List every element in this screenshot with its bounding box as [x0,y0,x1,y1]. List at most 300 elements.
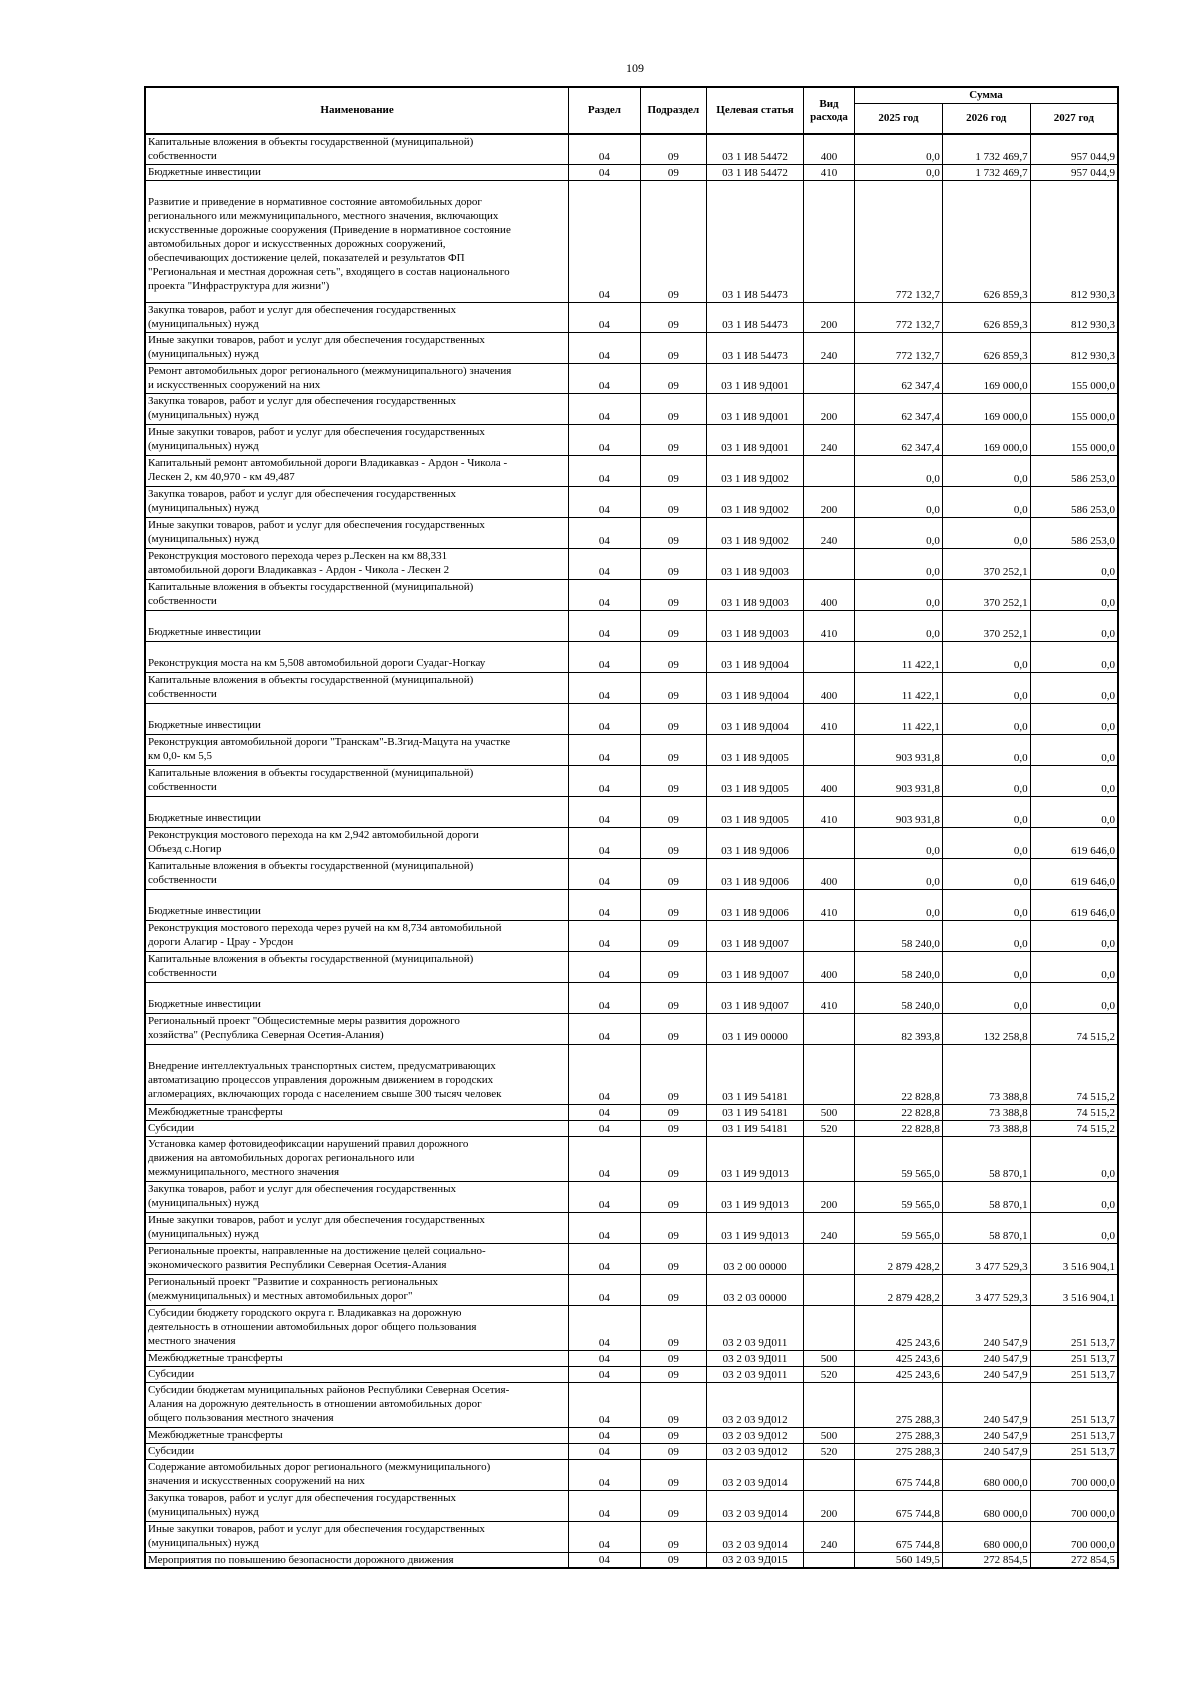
row-target-article: 03 1 И8 9Д005 [707,765,804,796]
row-sum-2025: 772 132,7 [855,332,943,363]
row-sum-2025: 675 744,8 [855,1490,943,1521]
row-sum-2025: 675 744,8 [855,1459,943,1490]
row-subsection: 09 [640,164,706,180]
table-row [145,455,1118,486]
row-section: 04 [569,827,640,858]
row-section: 04 [569,1212,640,1243]
row-sum-2027: 0,0 [1030,548,1118,579]
row-sum-2027: 619 646,0 [1030,889,1118,920]
row-sum-2027: 74 515,2 [1030,1013,1118,1044]
row-expense-type: 240 [803,1521,854,1552]
row-sum-2027: 957 044,9 [1030,134,1118,164]
row-sum-2025: 62 347,4 [855,424,943,455]
row-sum-2025: 2 879 428,2 [855,1274,943,1305]
row-sum-2025: 0,0 [855,134,943,164]
row-sum-2025: 772 132,7 [855,180,943,302]
row-expense-type: 400 [803,579,854,610]
table-row [145,1366,1118,1382]
header-year-2025: 2025 год [855,104,943,135]
row-sum-2026: 272 854,5 [942,1552,1030,1568]
row-expense-type [803,1013,854,1044]
row-subsection: 09 [640,1274,706,1305]
row-sum-2027: 586 253,0 [1030,517,1118,548]
row-subsection: 09 [640,672,706,703]
table-row [145,1552,1118,1568]
table-row [145,672,1118,703]
row-sum-2025: 11 422,1 [855,641,943,672]
row-subsection: 09 [640,1013,706,1044]
row-sum-2025: 0,0 [855,858,943,889]
row-subsection: 09 [640,734,706,765]
row-sum-2026: 0,0 [942,889,1030,920]
row-name: Закупка товаров, работ и услуг для обеспечения государственных (муниципальных) нужд [145,1490,569,1521]
row-target-article: 03 1 И8 54473 [707,180,804,302]
table-row [145,579,1118,610]
row-expense-type: 200 [803,486,854,517]
table-row [145,703,1118,734]
row-sum-2027: 251 513,7 [1030,1350,1118,1366]
row-expense-type [803,363,854,393]
header-sum: Сумма [855,87,1118,104]
row-expense-type: 410 [803,796,854,827]
row-section: 04 [569,1382,640,1427]
header-subsection: Подраздел [640,87,706,134]
row-subsection: 09 [640,889,706,920]
row-expense-type: 500 [803,1350,854,1366]
row-target-article: 03 1 И8 9Д007 [707,951,804,982]
row-sum-2027: 586 253,0 [1030,455,1118,486]
row-name: Субсидии бюджетам муниципальных районов Республики Северная Осетия- Алания на дорожную деятельность в отношении автомобильных дорог общего пользования местного значения [145,1382,569,1427]
row-subsection: 09 [640,486,706,517]
row-sum-2026: 0,0 [942,982,1030,1013]
row-sum-2027: 700 000,0 [1030,1490,1118,1521]
row-name: Ремонт автомобильных дорог регионального (межмуниципального) значения и искусственных сооружений на них [145,363,569,393]
row-sum-2026: 370 252,1 [942,579,1030,610]
row-section: 04 [569,134,640,164]
row-name: Иные закупки товаров, работ и услуг для обеспечения государственных (муниципальных) нужд [145,1521,569,1552]
row-target-article: 03 1 И8 9Д007 [707,982,804,1013]
row-sum-2026: 169 000,0 [942,424,1030,455]
table-row [145,1459,1118,1490]
row-section: 04 [569,1521,640,1552]
row-name: Капитальные вложения в объекты государственной (муниципальной) собственности [145,579,569,610]
row-target-article: 03 2 00 00000 [707,1243,804,1274]
row-section: 04 [569,486,640,517]
row-subsection: 09 [640,982,706,1013]
row-sum-2025: 58 240,0 [855,982,943,1013]
row-sum-2026: 680 000,0 [942,1490,1030,1521]
row-name: Субсидии [145,1443,569,1459]
table-row [145,1181,1118,1212]
row-sum-2026: 0,0 [942,734,1030,765]
row-section: 04 [569,393,640,424]
row-section: 04 [569,455,640,486]
row-sum-2025: 11 422,1 [855,703,943,734]
header-year-2027: 2027 год [1030,104,1118,135]
row-sum-2026: 132 258,8 [942,1013,1030,1044]
row-sum-2027: 251 513,7 [1030,1427,1118,1443]
row-sum-2027: 251 513,7 [1030,1443,1118,1459]
table-row [145,302,1118,332]
row-section: 04 [569,579,640,610]
table-row [145,424,1118,455]
row-expense-type [803,1552,854,1568]
row-section: 04 [569,1459,640,1490]
row-subsection: 09 [640,765,706,796]
row-expense-type [803,827,854,858]
row-sum-2027: 74 515,2 [1030,1044,1118,1104]
row-target-article: 03 2 03 9Д012 [707,1427,804,1443]
row-sum-2025: 59 565,0 [855,1136,943,1181]
row-expense-type: 410 [803,889,854,920]
row-sum-2026: 0,0 [942,796,1030,827]
row-sum-2026: 240 547,9 [942,1443,1030,1459]
row-sum-2026: 0,0 [942,858,1030,889]
row-sum-2027: 812 930,3 [1030,332,1118,363]
row-sum-2026: 73 388,8 [942,1044,1030,1104]
row-expense-type: 240 [803,332,854,363]
row-expense-type: 200 [803,1181,854,1212]
table-row [145,610,1118,641]
row-sum-2025: 275 288,3 [855,1443,943,1459]
row-sum-2026: 240 547,9 [942,1305,1030,1350]
row-name: Реконструкция автомобильной дороги "Транскам"-В.Згид-Мацута на участке км 0,0- км 5,5 [145,734,569,765]
row-target-article: 03 1 И9 54181 [707,1104,804,1120]
row-name: Капитальные вложения в объекты государственной (муниципальной) собственности [145,134,569,164]
row-section: 04 [569,517,640,548]
table-header [145,87,1118,134]
row-expense-type: 520 [803,1366,854,1382]
budget-table [144,86,1119,1569]
table-row [145,1013,1118,1044]
row-sum-2025: 903 931,8 [855,734,943,765]
row-sum-2027: 0,0 [1030,1181,1118,1212]
row-subsection: 09 [640,517,706,548]
row-sum-2027: 0,0 [1030,982,1118,1013]
row-section: 04 [569,1274,640,1305]
row-target-article: 03 1 И9 9Д013 [707,1136,804,1181]
row-target-article: 03 2 03 9Д014 [707,1459,804,1490]
row-target-article: 03 1 И8 9Д004 [707,672,804,703]
row-sum-2027: 0,0 [1030,641,1118,672]
row-expense-type: 520 [803,1443,854,1459]
row-sum-2027: 0,0 [1030,920,1118,951]
row-section: 04 [569,672,640,703]
row-name: Капитальные вложения в объекты государственной (муниципальной) собственности [145,858,569,889]
row-name: Реконструкция моста на км 5,508 автомобильной дороги Суадаг-Ногкау [145,641,569,672]
row-subsection: 09 [640,641,706,672]
row-sum-2027: 812 930,3 [1030,302,1118,332]
row-target-article: 03 1 И9 9Д013 [707,1212,804,1243]
row-subsection: 09 [640,1044,706,1104]
row-subsection: 09 [640,703,706,734]
row-sum-2027: 0,0 [1030,765,1118,796]
row-section: 04 [569,1427,640,1443]
row-expense-type [803,1305,854,1350]
table-row [145,641,1118,672]
row-name: Капитальный ремонт автомобильной дороги Владикавказ - Ардон - Чикола - Лескен 2, км 40,970 - км 49,487 [145,455,569,486]
row-name: Содержание автомобильных дорог регионального (межмуниципального) значения и искусственных сооружений на них [145,1459,569,1490]
row-subsection: 09 [640,1521,706,1552]
row-sum-2025: 0,0 [855,827,943,858]
row-sum-2026: 680 000,0 [942,1459,1030,1490]
row-sum-2025: 2 879 428,2 [855,1243,943,1274]
row-target-article: 03 1 И8 9Д005 [707,796,804,827]
row-name: Субсидии [145,1366,569,1382]
row-section: 04 [569,363,640,393]
row-expense-type: 500 [803,1427,854,1443]
row-expense-type [803,1136,854,1181]
row-subsection: 09 [640,548,706,579]
row-name: Капитальные вложения в объекты государственной (муниципальной) собственности [145,672,569,703]
table-row [145,951,1118,982]
row-sum-2026: 370 252,1 [942,548,1030,579]
row-section: 04 [569,765,640,796]
table-row [145,796,1118,827]
row-section: 04 [569,1305,640,1350]
row-expense-type [803,641,854,672]
row-subsection: 09 [640,858,706,889]
row-section: 04 [569,1243,640,1274]
row-expense-type [803,548,854,579]
row-sum-2025: 58 240,0 [855,920,943,951]
row-subsection: 09 [640,1212,706,1243]
row-sum-2025: 0,0 [855,548,943,579]
row-name: Иные закупки товаров, работ и услуг для обеспечения государственных (муниципальных) нужд [145,424,569,455]
row-target-article: 03 1 И8 54472 [707,164,804,180]
row-sum-2027: 0,0 [1030,1212,1118,1243]
row-expense-type [803,1044,854,1104]
row-target-article: 03 2 03 9Д011 [707,1305,804,1350]
row-target-article: 03 2 03 9Д011 [707,1350,804,1366]
row-target-article: 03 1 И9 00000 [707,1013,804,1044]
row-expense-type [803,734,854,765]
row-expense-type: 240 [803,1212,854,1243]
row-target-article: 03 2 03 00000 [707,1274,804,1305]
row-subsection: 09 [640,424,706,455]
row-sum-2025: 0,0 [855,164,943,180]
row-subsection: 09 [640,1490,706,1521]
row-sum-2027: 155 000,0 [1030,363,1118,393]
row-name: Иные закупки товаров, работ и услуг для обеспечения государственных (муниципальных) нужд [145,517,569,548]
row-target-article: 03 1 И8 9Д003 [707,579,804,610]
row-target-article: 03 2 03 9Д015 [707,1552,804,1568]
row-section: 04 [569,889,640,920]
row-section: 04 [569,1136,640,1181]
row-sum-2027: 0,0 [1030,610,1118,641]
row-section: 04 [569,1013,640,1044]
row-expense-type: 410 [803,703,854,734]
row-sum-2026: 0,0 [942,920,1030,951]
row-section: 04 [569,1044,640,1104]
row-sum-2025: 58 240,0 [855,951,943,982]
row-sum-2026: 0,0 [942,641,1030,672]
row-target-article: 03 1 И8 54472 [707,134,804,164]
row-target-article: 03 1 И8 54473 [707,302,804,332]
table-row [145,393,1118,424]
row-expense-type: 240 [803,424,854,455]
row-target-article: 03 1 И8 54473 [707,332,804,363]
row-sum-2025: 772 132,7 [855,302,943,332]
row-subsection: 09 [640,363,706,393]
table-row [145,1305,1118,1350]
row-section: 04 [569,610,640,641]
table-row [145,1243,1118,1274]
row-sum-2027: 619 646,0 [1030,858,1118,889]
table-row [145,332,1118,363]
row-subsection: 09 [640,332,706,363]
table-row [145,1136,1118,1181]
row-section: 04 [569,796,640,827]
row-expense-type: 240 [803,517,854,548]
row-sum-2027: 0,0 [1030,796,1118,827]
row-subsection: 09 [640,1305,706,1350]
row-name: Бюджетные инвестиции [145,703,569,734]
row-sum-2027: 155 000,0 [1030,393,1118,424]
row-expense-type: 200 [803,393,854,424]
table-row [145,889,1118,920]
header-name: Наименование [145,87,569,134]
row-subsection: 09 [640,393,706,424]
row-sum-2026: 0,0 [942,703,1030,734]
table-row [145,920,1118,951]
row-section: 04 [569,1552,640,1568]
row-expense-type: 400 [803,765,854,796]
table-row [145,1120,1118,1136]
row-subsection: 09 [640,1427,706,1443]
row-sum-2026: 0,0 [942,517,1030,548]
row-expense-type: 400 [803,672,854,703]
row-expense-type: 400 [803,951,854,982]
row-section: 04 [569,920,640,951]
row-target-article: 03 1 И8 9Д001 [707,424,804,455]
row-target-article: 03 2 03 9Д012 [707,1382,804,1427]
row-name: Иные закупки товаров, работ и услуг для обеспечения государственных (муниципальных) нужд [145,1212,569,1243]
row-sum-2026: 3 477 529,3 [942,1243,1030,1274]
row-subsection: 09 [640,302,706,332]
row-sum-2026: 626 859,3 [942,302,1030,332]
row-sum-2026: 680 000,0 [942,1521,1030,1552]
row-expense-type [803,920,854,951]
row-subsection: 09 [640,1552,706,1568]
row-sum-2025: 425 243,6 [855,1350,943,1366]
row-name: Внедрение интеллектуальных транспортных систем, предусматривающих автоматизацию процессов управления дорожным движением в городских агломерациях, включающих города с населением свыше 300 тысяч человек [145,1044,569,1104]
table-row [145,164,1118,180]
row-subsection: 09 [640,1350,706,1366]
table-row [145,858,1118,889]
row-expense-type [803,1459,854,1490]
row-name: Бюджетные инвестиции [145,610,569,641]
row-name: Бюджетные инвестиции [145,982,569,1013]
table-row [145,1350,1118,1366]
page-number: 109 [626,61,644,75]
row-target-article: 03 1 И9 54181 [707,1120,804,1136]
table-row [145,1274,1118,1305]
header-section: Раздел [569,87,640,134]
row-name: Закупка товаров, работ и услуг для обеспечения государственных (муниципальных) нужд [145,1181,569,1212]
table-body [145,134,1118,1568]
row-target-article: 03 1 И8 9Д003 [707,610,804,641]
row-sum-2025: 903 931,8 [855,765,943,796]
row-target-article: 03 1 И9 54181 [707,1044,804,1104]
row-section: 04 [569,164,640,180]
row-name: Бюджетные инвестиции [145,796,569,827]
row-sum-2026: 0,0 [942,486,1030,517]
table-row [145,517,1118,548]
row-section: 04 [569,302,640,332]
row-sum-2026: 240 547,9 [942,1366,1030,1382]
row-expense-type: 200 [803,302,854,332]
row-sum-2027: 619 646,0 [1030,827,1118,858]
row-section: 04 [569,180,640,302]
row-sum-2025: 62 347,4 [855,363,943,393]
row-sum-2027: 0,0 [1030,951,1118,982]
row-section: 04 [569,1350,640,1366]
row-expense-type [803,180,854,302]
row-name: Межбюджетные трансферты [145,1350,569,1366]
row-subsection: 09 [640,1382,706,1427]
row-target-article: 03 1 И9 9Д013 [707,1181,804,1212]
row-sum-2027: 251 513,7 [1030,1366,1118,1382]
row-sum-2026: 626 859,3 [942,332,1030,363]
row-name: Установка камер фотовидеофиксации нарушений правил дорожного движения на автомобильных дорогах регионального или межмуниципального, местного значения [145,1136,569,1181]
row-sum-2026: 73 388,8 [942,1104,1030,1120]
row-subsection: 09 [640,920,706,951]
row-target-article: 03 1 И8 9Д002 [707,517,804,548]
row-sum-2027: 272 854,5 [1030,1552,1118,1568]
row-sum-2025: 0,0 [855,455,943,486]
row-subsection: 09 [640,796,706,827]
row-name: Бюджетные инвестиции [145,164,569,180]
row-name: Субсидии бюджету городского округа г. Владикавказ на дорожную деятельность в отношении автомобильных дорог общего пользования местного значения [145,1305,569,1350]
row-sum-2026: 169 000,0 [942,393,1030,424]
row-sum-2025: 0,0 [855,610,943,641]
row-sum-2027: 155 000,0 [1030,424,1118,455]
row-subsection: 09 [640,610,706,641]
row-sum-2025: 675 744,8 [855,1521,943,1552]
row-sum-2026: 0,0 [942,455,1030,486]
row-expense-type: 500 [803,1104,854,1120]
row-target-article: 03 2 03 9Д012 [707,1443,804,1459]
row-target-article: 03 1 И8 9Д001 [707,393,804,424]
table-row [145,827,1118,858]
table-row [145,734,1118,765]
row-sum-2025: 62 347,4 [855,393,943,424]
row-sum-2027: 74 515,2 [1030,1120,1118,1136]
row-sum-2025: 59 565,0 [855,1212,943,1243]
row-sum-2025: 0,0 [855,517,943,548]
header-year-2026: 2026 год [942,104,1030,135]
row-sum-2025: 275 288,3 [855,1427,943,1443]
row-section: 04 [569,734,640,765]
row-sum-2025: 275 288,3 [855,1382,943,1427]
table-row [145,1382,1118,1427]
row-target-article: 03 1 И8 9Д004 [707,703,804,734]
row-expense-type [803,1382,854,1427]
row-sum-2026: 0,0 [942,827,1030,858]
header-expense-type: Вид расхода [803,87,854,134]
row-sum-2027: 74 515,2 [1030,1104,1118,1120]
row-expense-type [803,455,854,486]
row-sum-2025: 22 828,8 [855,1044,943,1104]
row-sum-2027: 0,0 [1030,734,1118,765]
table-row [145,1490,1118,1521]
row-target-article: 03 1 И8 9Д007 [707,920,804,951]
table-row [145,486,1118,517]
row-sum-2025: 0,0 [855,579,943,610]
row-sum-2027: 812 930,3 [1030,180,1118,302]
row-sum-2025: 59 565,0 [855,1181,943,1212]
